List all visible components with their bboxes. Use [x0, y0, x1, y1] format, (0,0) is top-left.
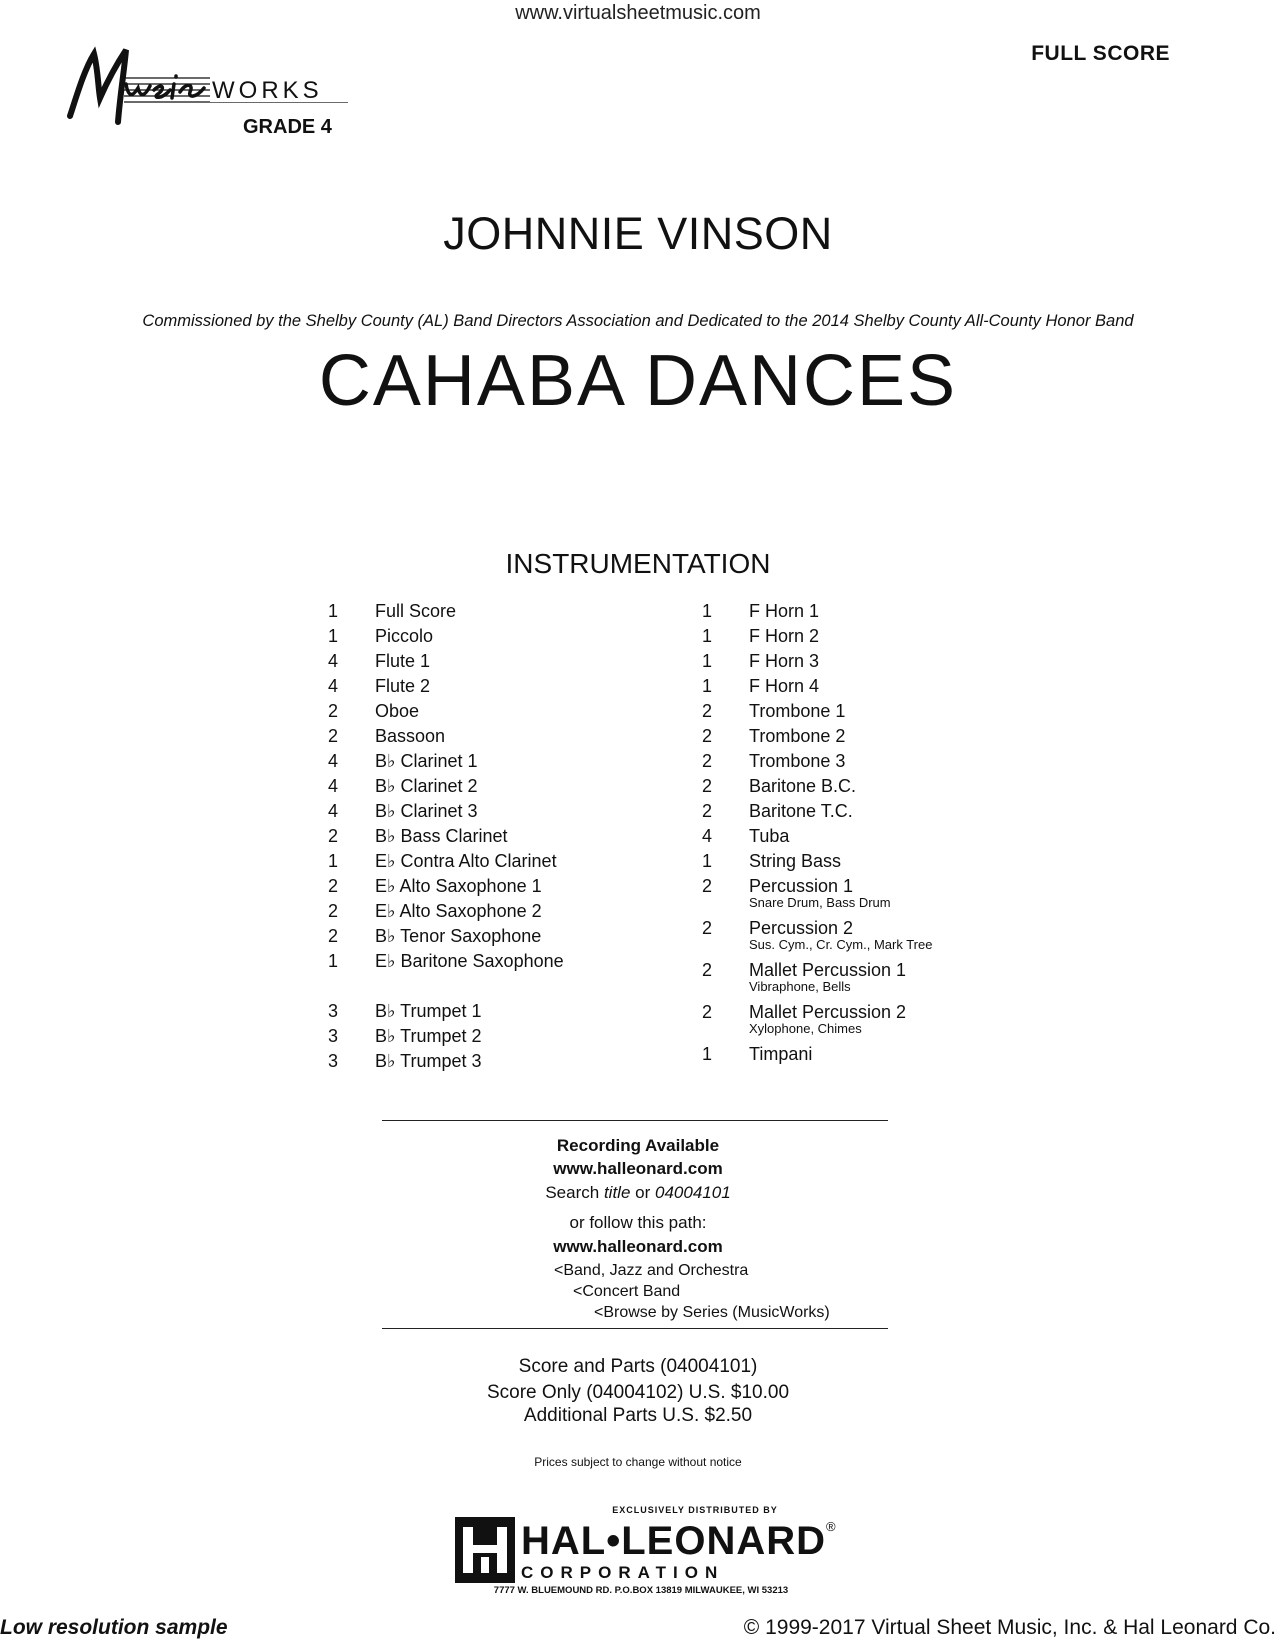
instrument-qty: 2 [701, 701, 712, 721]
instrument-name: F Horn 4 [749, 676, 820, 696]
instrument-note: Vibraphone, Bells [749, 979, 851, 994]
hal-leonard-logo [455, 1505, 836, 1600]
instrumentation-heading: INSTRUMENTATION [505, 548, 771, 579]
search-code: 04004101 [655, 1183, 731, 1202]
instrument-name: Timpani [749, 1044, 813, 1064]
instrument-qty: 2 [327, 901, 338, 921]
svg-text:WORKS: WORKS [212, 77, 323, 104]
instrument-qty: 2 [701, 801, 712, 821]
instrument-qty: 1 [327, 851, 338, 871]
instrument-name: Mallet Percussion 1 [749, 960, 907, 980]
instrument-qty: 3 [327, 1001, 338, 1021]
instrument-note: Snare Drum, Bass Drum [749, 895, 891, 910]
search-or: or [635, 1183, 651, 1202]
instrument-name: B♭ Clarinet 1 [375, 751, 478, 771]
instrument-name: B♭ Bass Clarinet [375, 826, 508, 846]
instrument-qty: 2 [701, 918, 712, 938]
instrument-name: B♭ Trumpet 3 [375, 1051, 482, 1071]
full-score-label: FULL SCORE [1031, 42, 1170, 65]
instrument-qty: 2 [701, 751, 712, 771]
instrument-qty: 1 [701, 651, 712, 671]
piece-title: CAHABA DANCES [318, 341, 958, 421]
instrument-qty: 2 [327, 876, 338, 896]
instrument-qty: 2 [701, 960, 712, 980]
recording-top-rule [382, 1120, 888, 1121]
instrument-name: E♭ Contra Alto Clarinet [375, 851, 557, 871]
instrument-qty: 1 [701, 676, 712, 696]
composer-name: JOHNNIE VINSON [443, 208, 833, 259]
commission-note: Commissioned by the Shelby County (AL) Band Directors Association and Dedicated to the 2014 Shelby County All-County Honor Band [142, 312, 1134, 330]
recording-url-link[interactable]: www.halleonard.com [553, 1159, 723, 1178]
recording-bottom-rule [382, 1328, 888, 1329]
hal-leonard-name: HAL•LEONARD [521, 1519, 826, 1563]
instrument-qty: 4 [327, 801, 338, 821]
instrument-qty: 1 [327, 601, 338, 621]
price-notice: Prices subject to change without notice [534, 1455, 742, 1469]
hal-leonard-name-block [521, 1519, 836, 1564]
follow-path-label: or follow this path: [569, 1213, 707, 1232]
path-url-link[interactable]: www.halleonard.com [553, 1237, 723, 1256]
instrument-qty: 1 [701, 601, 712, 621]
low-resolution-note: Low resolution sample [0, 1616, 228, 1639]
instrumentation-right-column [697, 601, 1027, 1081]
instrument-name: Oboe [375, 701, 420, 721]
instrument-name: Tuba [749, 826, 790, 846]
instrument-qty: 4 [327, 676, 338, 696]
copyright-notice: © 1999-2017 Virtual Sheet Music, Inc. & Hal Leonard Co. [743, 1616, 1276, 1639]
instrument-qty: 3 [327, 1026, 338, 1046]
recording-search-line [0, 1183, 1276, 1203]
instrument-qty: 3 [327, 1051, 338, 1071]
instrument-qty: 2 [701, 876, 712, 896]
recording-heading: Recording Available [556, 1136, 720, 1155]
score-only-price: Score Only (04004102) U.S. $10.00 [486, 1382, 790, 1403]
instrument-qty: 2 [327, 926, 338, 946]
instrument-qty: 4 [327, 776, 338, 796]
instrument-name: B♭ Tenor Saxophone [375, 926, 542, 946]
hal-leonard-address: 7777 W. BLUEMOUND RD. P.O.BOX 13819 MILWAUKEE, WI 53213 [493, 1585, 789, 1596]
instrument-name: Baritone T.C. [749, 801, 853, 821]
instrument-name: E♭ Alto Saxophone 2 [375, 901, 542, 921]
instrument-name: Trombone 2 [749, 726, 846, 746]
instrument-qty: 2 [327, 701, 338, 721]
watermark-url: www.virtualsheetmusic.com [515, 2, 761, 24]
instrument-qty: 1 [701, 1044, 712, 1064]
score-and-parts: Score and Parts (04004101) [518, 1356, 758, 1377]
instrument-name: Baritone B.C. [749, 776, 857, 796]
instrument-name: String Bass [749, 851, 842, 871]
additional-parts-price: Additional Parts U.S. $2.50 [523, 1405, 753, 1426]
instrument-name: F Horn 3 [749, 651, 820, 671]
instrument-name: Trombone 1 [749, 701, 846, 721]
instrument-qty: 2 [701, 726, 712, 746]
instrument-qty: 1 [701, 851, 712, 871]
instrument-name: B♭ Trumpet 1 [375, 1001, 482, 1021]
instrument-name: E♭ Alto Saxophone 1 [375, 876, 542, 896]
instrumentation-left-column [323, 601, 653, 1081]
search-title: title [603, 1183, 631, 1202]
path-step-3: <Browse by Series (MusicWorks) [594, 1304, 830, 1321]
instrument-name: Full Score [375, 601, 457, 621]
exclusively-distributed-label: EXCLUSIVELY DISTRIBUTED BY [612, 1505, 778, 1515]
instrument-note: Xylophone, Chimes [749, 1021, 862, 1036]
path-step-2: <Concert Band [573, 1283, 681, 1300]
instrument-name: B♭ Clarinet 2 [375, 776, 478, 796]
instrument-qty: 1 [701, 626, 712, 646]
instrument-qty: 2 [327, 826, 338, 846]
instrument-name: Trombone 3 [749, 751, 846, 771]
instrument-name: Flute 2 [375, 676, 431, 696]
instrument-name: Mallet Percussion 2 [749, 1002, 907, 1022]
hal-leonard-corporation: CORPORATION [521, 1563, 725, 1582]
path-step-1: <Band, Jazz and Orchestra [554, 1262, 749, 1279]
instrument-qty: 4 [327, 651, 338, 671]
grade-label: GRADE 4 [243, 116, 332, 138]
instrument-name: Bassoon [375, 726, 446, 746]
registered-mark: ® [825, 1519, 836, 1534]
hal-leonard-emblem-icon [455, 1517, 515, 1583]
instrument-note: Sus. Cym., Cr. Cym., Mark Tree [749, 937, 933, 952]
instrument-name: E♭ Baritone Saxophone [375, 951, 564, 971]
instrument-name: Percussion 1 [749, 876, 854, 896]
instrument-qty: 4 [327, 751, 338, 771]
instrument-qty: 2 [701, 1002, 712, 1022]
instrument-name: B♭ Clarinet 3 [375, 801, 478, 821]
instrument-qty: 4 [701, 826, 712, 846]
instrument-name: B♭ Trumpet 2 [375, 1026, 482, 1046]
instrument-name: F Horn 1 [749, 601, 820, 621]
instrument-qty: 2 [327, 726, 338, 746]
instrument-qty: 2 [701, 776, 712, 796]
instrument-name: Flute 1 [375, 651, 431, 671]
instrument-qty: 1 [327, 626, 338, 646]
instrument-name: F Horn 2 [749, 626, 820, 646]
instrument-name: Piccolo [375, 626, 434, 646]
instrument-name: Percussion 2 [749, 918, 854, 938]
search-prefix: Search [545, 1183, 600, 1202]
instrument-qty: 1 [327, 951, 338, 971]
